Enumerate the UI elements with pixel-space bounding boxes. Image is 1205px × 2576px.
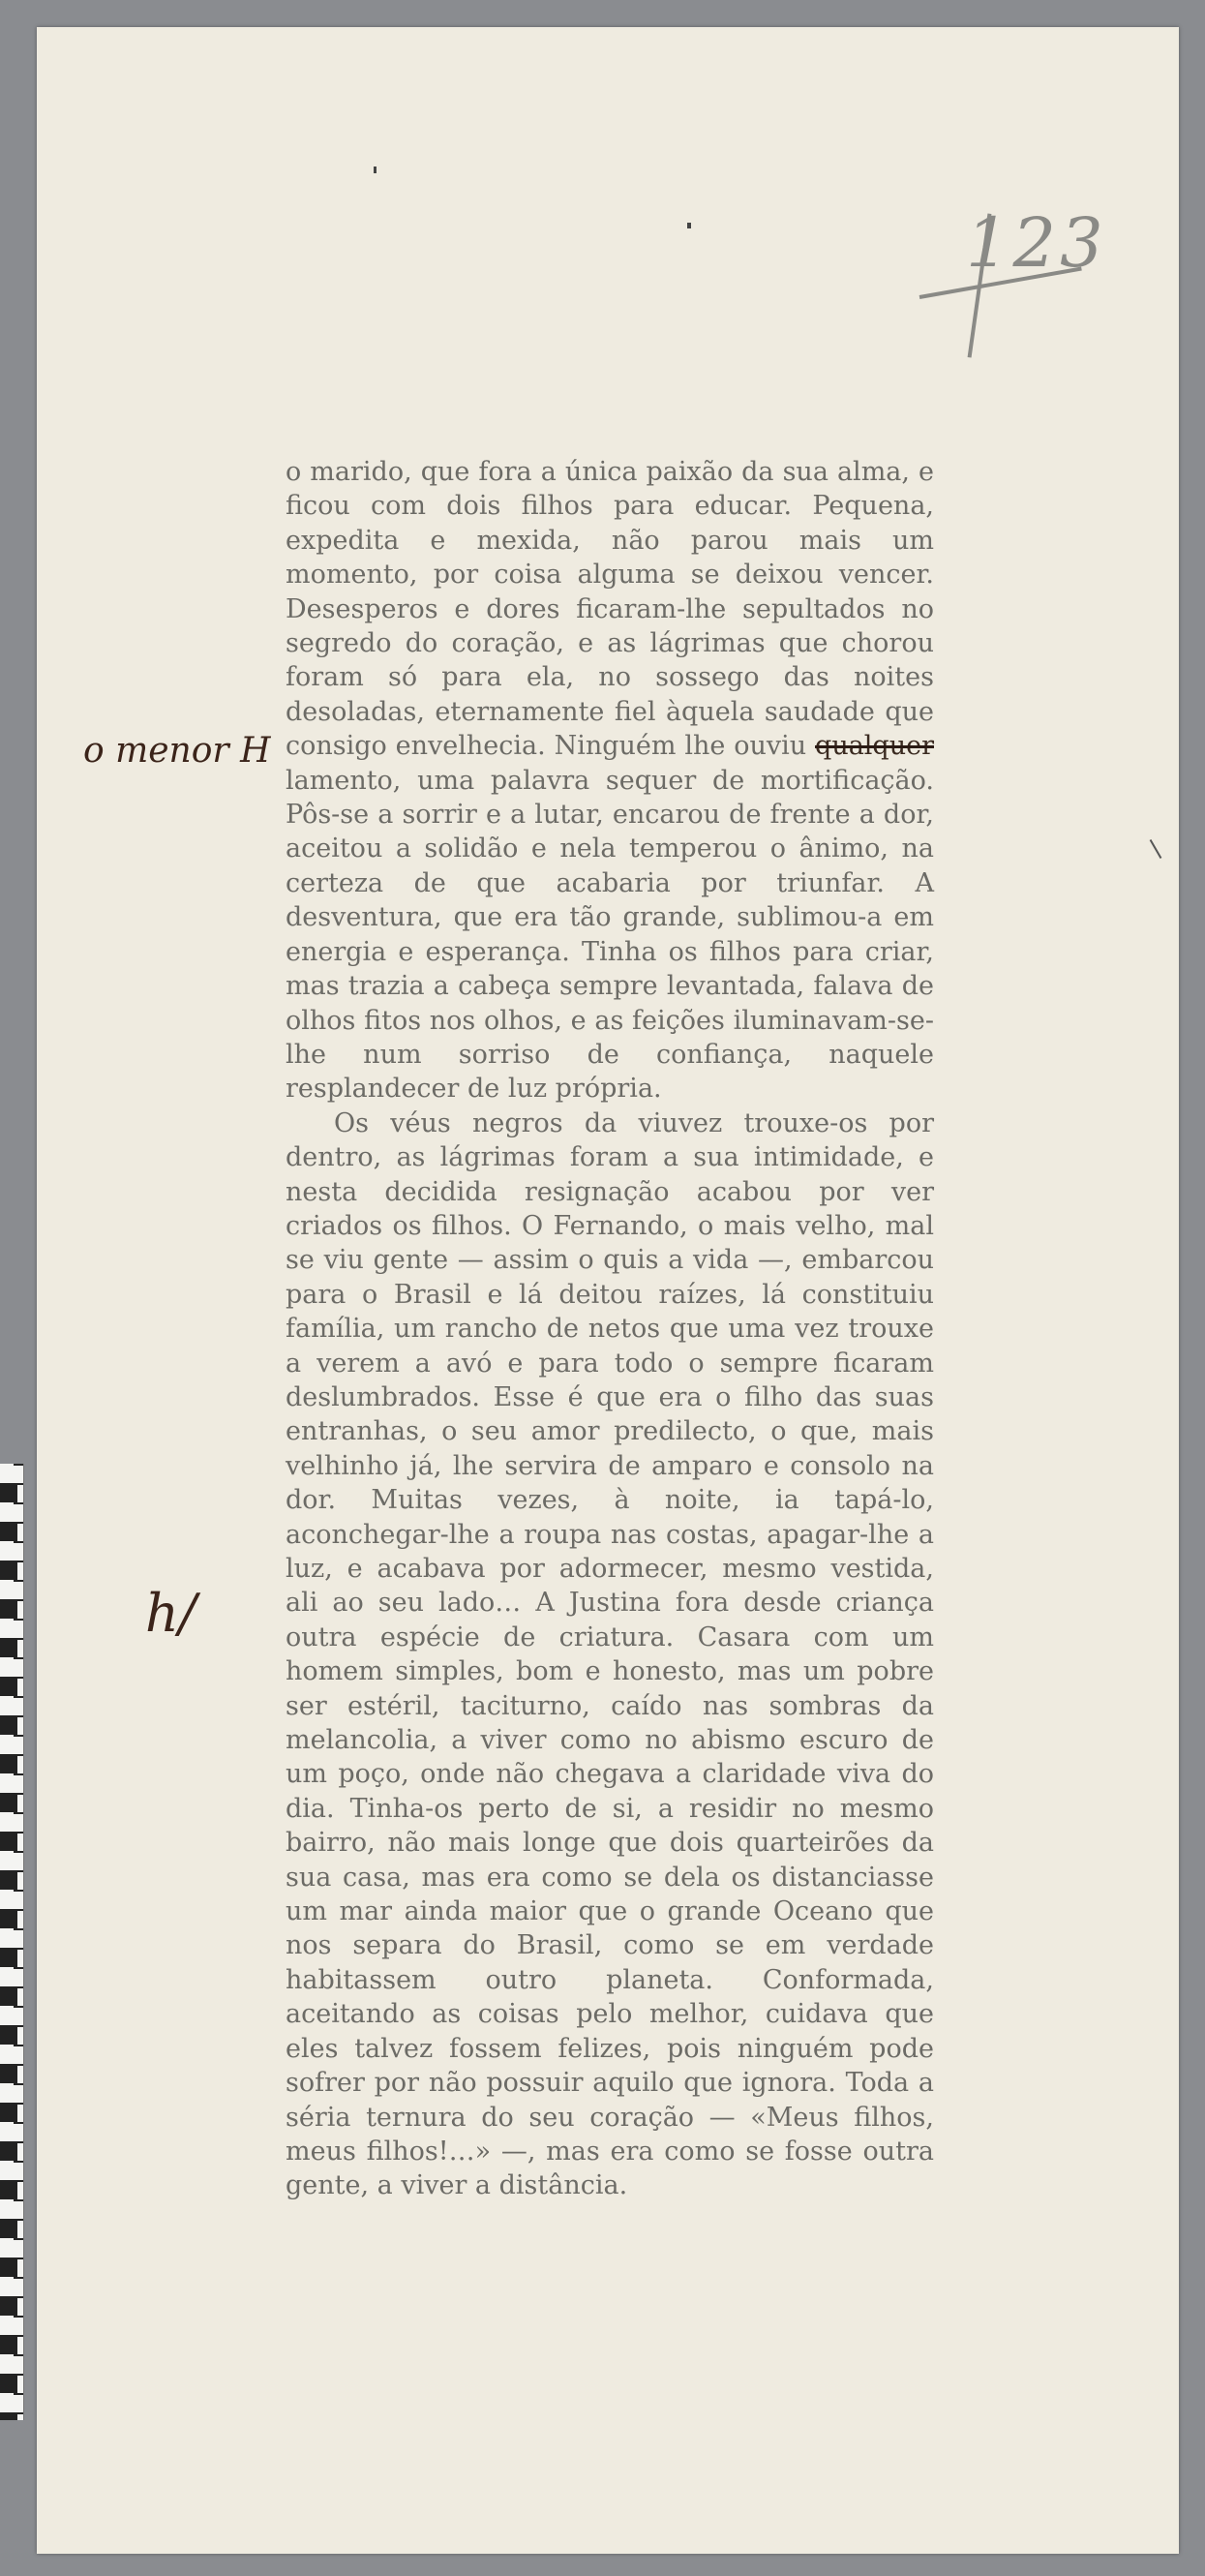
ink-speck: [687, 223, 691, 228]
margin-note-menor: o menor H: [83, 731, 271, 771]
struck-word: qualquer: [815, 731, 934, 762]
paragraph-1: [286, 455, 934, 1106]
page-number-mark: [919, 203, 1107, 368]
paragraph-2: Os véus negros da viuvez trouxe-os por dentro, as lágrimas foram a sua intimidade, e nesta decidida resignação acabou por ver criados os filhos. O Fernando, o mais velho, mal se viu gente — assim o quis a vida —, embarcou para o Brasil e lá deitou raízes, lá constituiu família, um rancho de netos que uma vez trouxe a verem a avó e para todo o sempre ficaram deslumbrados. Esse é que era o filho das suas entranhas, o seu amor predilecto, o que, mais velhinho já, lhe servira de amparo e consolo na dor. Muitas vezes, à noite, ia tapá-lo, aconchegar-lhe a roupa nas costas, apagar-lhe a luz, e acabava por adormecer, mesmo vestida, ali ao seu lado… A Justina fora desde criança outra espécie de criatura. Casara com um homem simples, bom e honesto, mas um pobre ser estéril, taciturno, caído nas sombras da melancolia, a viver como no abismo escuro de um poço, onde não chegava a claridade viva do dia. Tinha-os perto de si, a residir no mesmo bairro, não mais longe que dois quarteirões da sua casa, mas era como se dela os distanciasse um mar ainda maior que o grande Oceano que nos separa do Brasil, como se em verdade habitassem outro planeta. Conformada, aceitando as coisas pelo melhor, cuidava que eles talvez fossem felizes, pois ninguém pode sofrer por não possuir aquilo que ignora. Toda a séria ternura do seu coração — «Meus filhos, meus filhos!…» —, mas era como se fosse outra gente, a viver a distância.: [286, 1107, 934, 2201]
ink-speck: [374, 167, 377, 173]
body-text: [286, 455, 934, 2203]
page-number: 123: [966, 203, 1107, 283]
paragraph-1-start: o marido, que fora a única paixão da sua alma, e ficou com dois filhos para educar. Pequena, expedita e mexida, não parou mais um momento, por coisa alguma se deixou vencer. Desesperos e dores ficaram-lhe sepultados no segredo do coração, e as lágrimas que chorou foram só para ela, no sossego das noites desoladas, eternamente fiel àquela saudade que consigo envelhecia. Ninguém lhe ouviu: [286, 457, 934, 762]
scale-ruler: [0, 1464, 24, 2420]
paragraph-1-end: lamento, uma palavra sequer de mortificação. Pôs-se a sorrir e a lutar, encarou de frente a dor, aceitou a solidão e nela temperou o ânimo, na certeza de que acabaria por triunfar. A desventura, que era tão grande, sublimou-a em energia e esperança. Tinha os filhos para criar, mas trazia a cabeça sempre levantada, falava de olhos fitos nos olhos, e as feições iluminavam-se-lhe num sorriso de confiança, naquele resplandecer de luz própria.: [286, 765, 934, 1105]
margin-note-h: h/: [145, 1583, 196, 1644]
